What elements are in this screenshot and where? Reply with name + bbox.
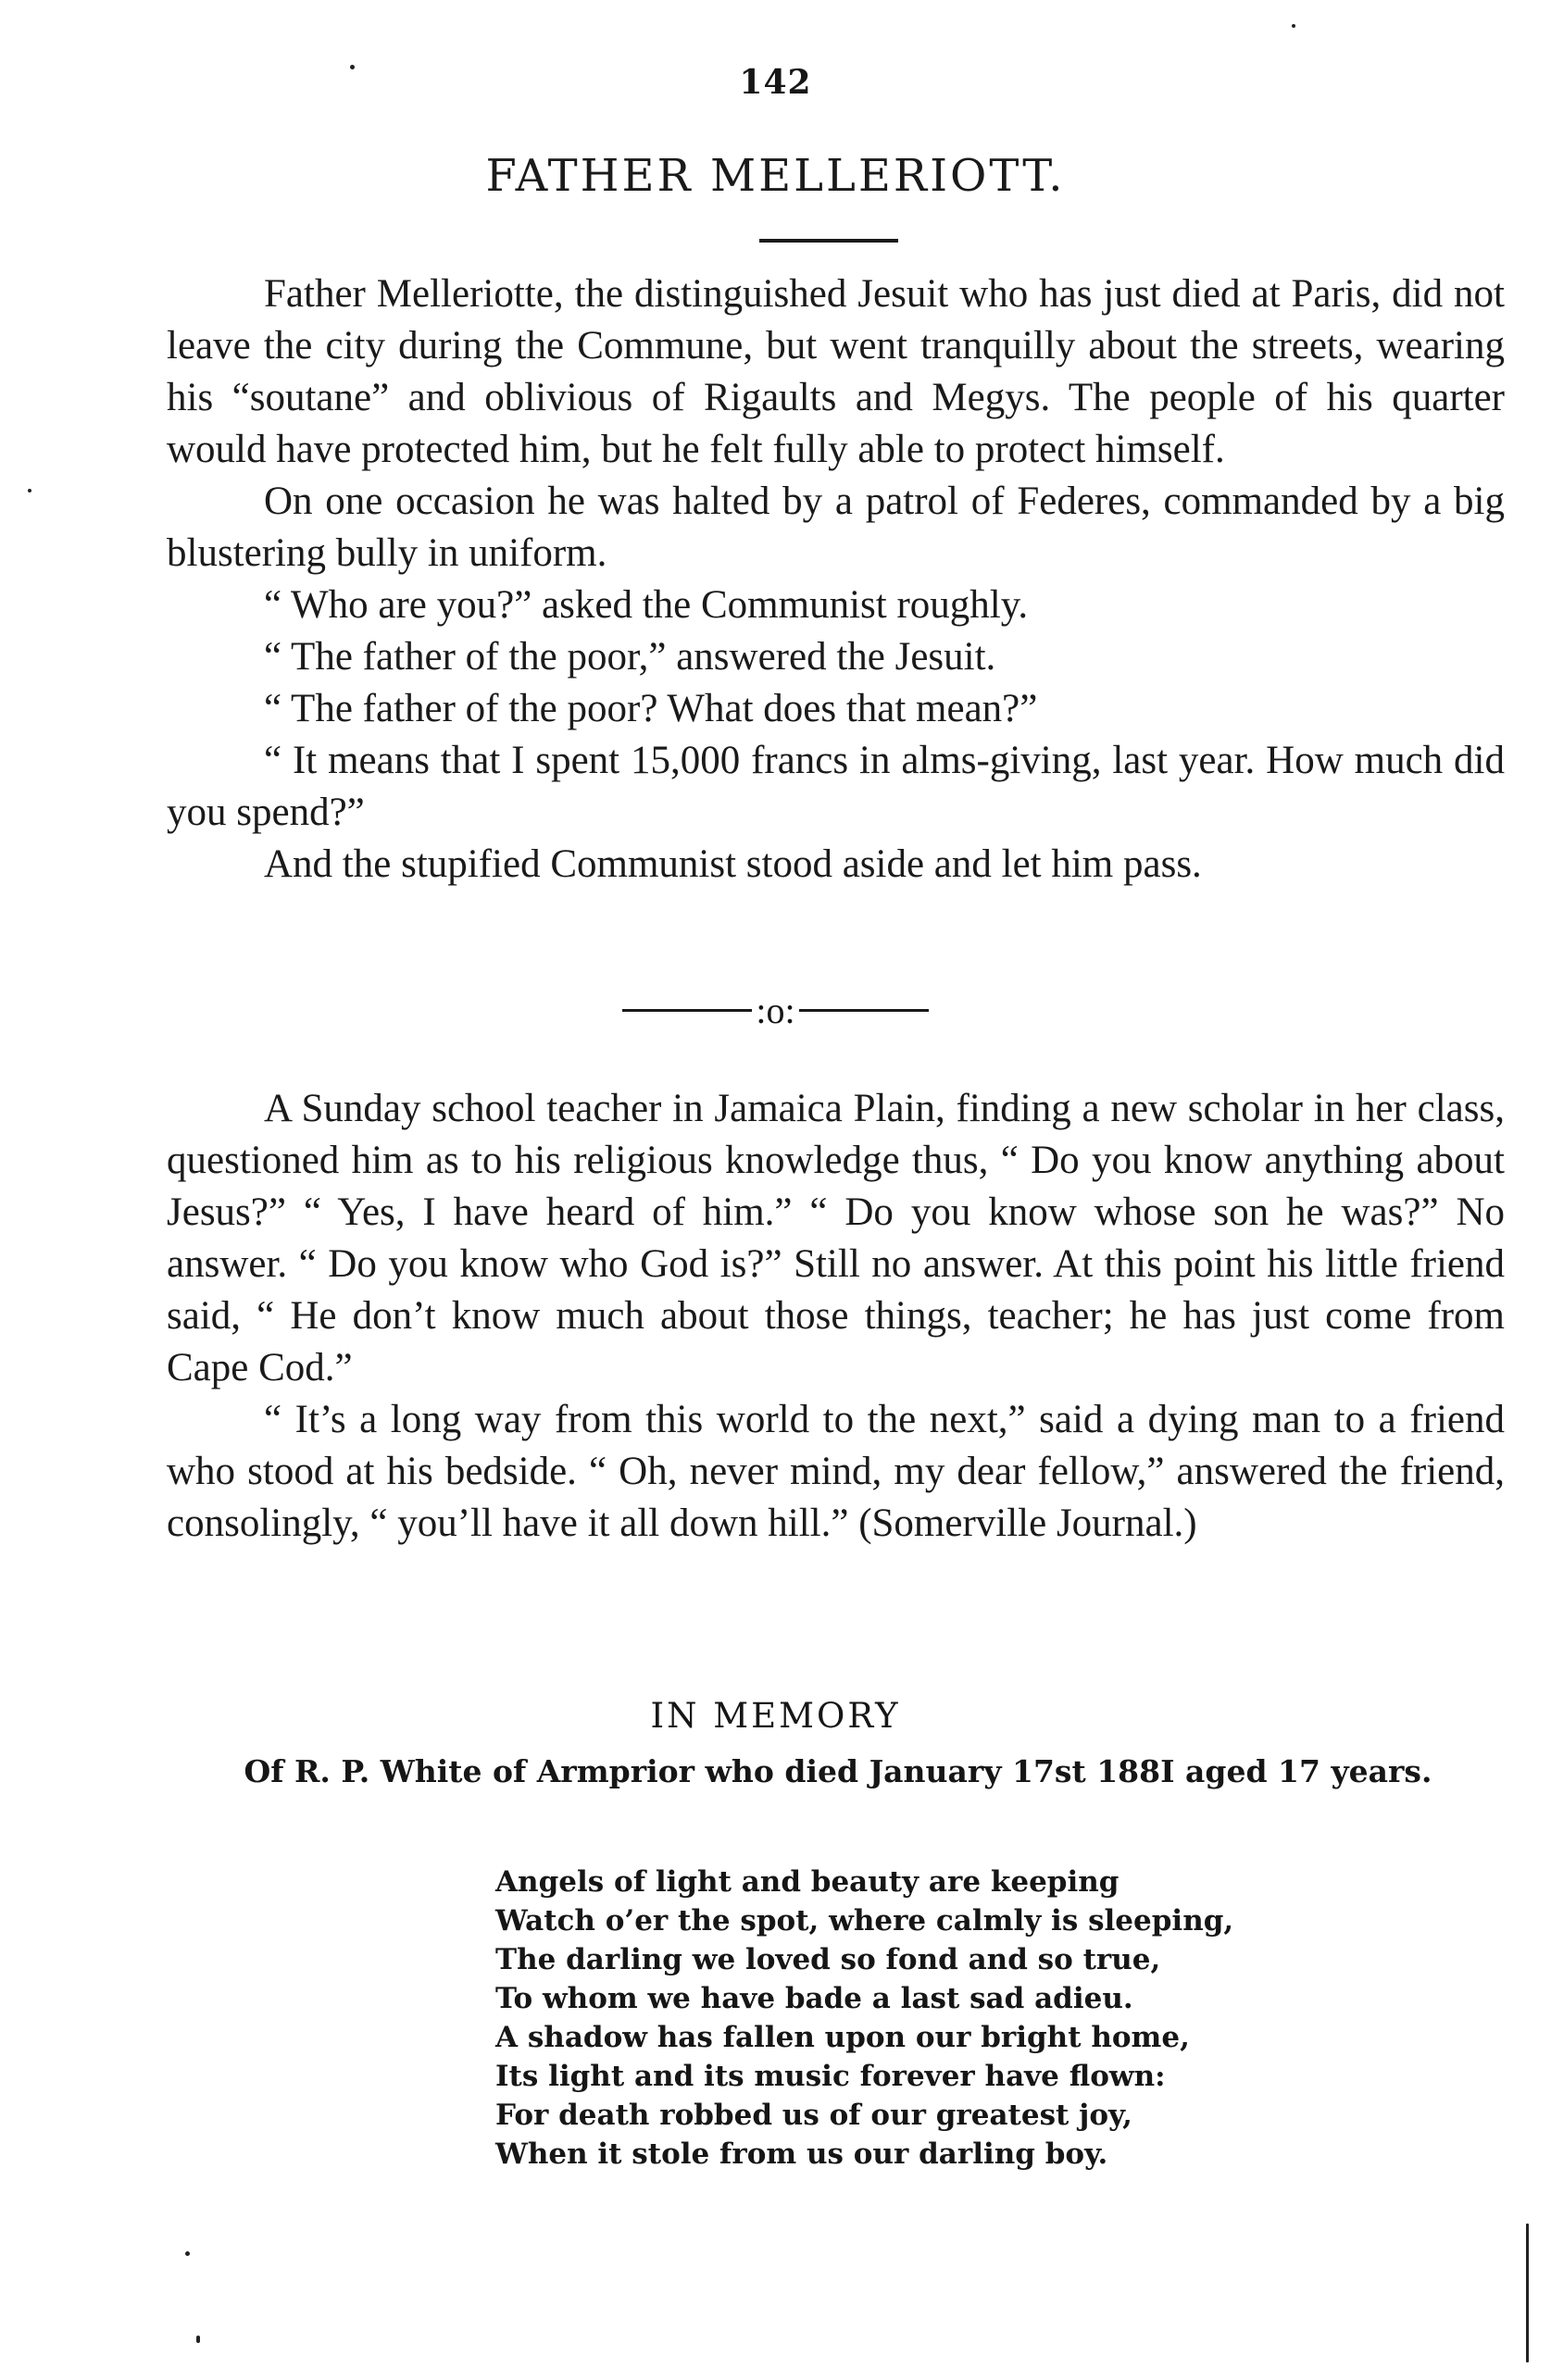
article-title: FATHER MELLERIOTT. bbox=[485, 150, 1066, 202]
poem-line: Angels of light and beauty are keeping bbox=[495, 1865, 1119, 1899]
paragraph: On one occasion he was halted by a patrol of Federes, commanded by a big blustering bully in uniform. bbox=[167, 480, 1505, 575]
page-number: 142 bbox=[739, 63, 812, 102]
print-speck bbox=[1292, 24, 1295, 28]
poem-line: A shadow has fallen upon our bright home, bbox=[495, 2021, 1190, 2054]
poem-line: Its light and its music forever have flown: bbox=[495, 2060, 1166, 2093]
paragraph: A Sunday school teacher in Jamaica Plain, finding a new scholar in her class, questioned him as to his religious knowledge thus, “ Do you know anything about Jesus?” “ Yes, I have heard of him.” “ Do you know whose son he was?” No answer. “ Do you know who God is?” Still no answer. At this point his little friend said, “ He don’t know much about those things, teacher; he has just come from Cape Cod.” bbox=[167, 1087, 1505, 1389]
title-rule bbox=[759, 239, 898, 243]
dialogue-line: “ The father of the poor? What does that mean?” bbox=[264, 687, 1038, 730]
poem-line: Watch o’er the spot, where calmly is sleeping, bbox=[495, 1904, 1234, 1938]
poem-line: The darling we loved so fond and so true, bbox=[495, 1943, 1161, 1976]
section-separator bbox=[0, 989, 1551, 1032]
print-speck bbox=[185, 2251, 190, 2256]
memorial-poem bbox=[495, 1863, 1403, 2174]
paragraph: And the stupified Communist stood aside and let him pass. bbox=[264, 842, 1202, 886]
dialogue-line: “ It means that I spent 15,000 francs in alms-giving, last year. How much did you spend?” bbox=[167, 739, 1505, 834]
memorial-heading: IN MEMORY bbox=[650, 1696, 901, 1736]
paragraph: Father Melleriotte, the distinguished Jesuit who has just died at Paris, did not leave the city during the Commune, but went tranquilly about the streets, wearing his “soutane” and oblivious of Rigaults and Megys. The people of his quarter would have protected him, but he felt fully able to protect himself. bbox=[167, 272, 1505, 471]
dialogue-line: “ The father of the poor,” answered the Jesuit. bbox=[264, 635, 996, 679]
print-speck bbox=[1526, 2224, 1529, 2362]
article-sunday-school bbox=[167, 1083, 1505, 1550]
poem-line: For death robbed us of our greatest joy, bbox=[495, 2099, 1132, 2132]
separator-mark: :o: bbox=[756, 990, 795, 1031]
print-speck bbox=[28, 489, 31, 492]
print-speck bbox=[196, 2336, 200, 2343]
separator-line-left bbox=[622, 1009, 752, 1012]
article-father-melleriott bbox=[167, 268, 1505, 891]
paragraph: “ It’s a long way from this world to the next,” said a dying man to a friend who stood at his bedside. “ Oh, never mind, my dear fellow,” answered the friend, consolingly, “ you’ll have it all down hill.” (Somerville Journal.) bbox=[167, 1398, 1505, 1545]
memorial-subheading: Of R. P. White of Armprior who died January 17st 188I aged 17 years. bbox=[244, 1753, 1432, 1789]
poem-line: To whom we have bade a last sad adieu. bbox=[495, 1982, 1133, 2015]
poem-line: When it stole from us our darling boy. bbox=[495, 2137, 1108, 2171]
print-speck bbox=[350, 65, 355, 69]
dialogue-line: “ Who are you?” asked the Communist roughly. bbox=[264, 583, 1029, 627]
separator-line-right bbox=[799, 1009, 929, 1012]
